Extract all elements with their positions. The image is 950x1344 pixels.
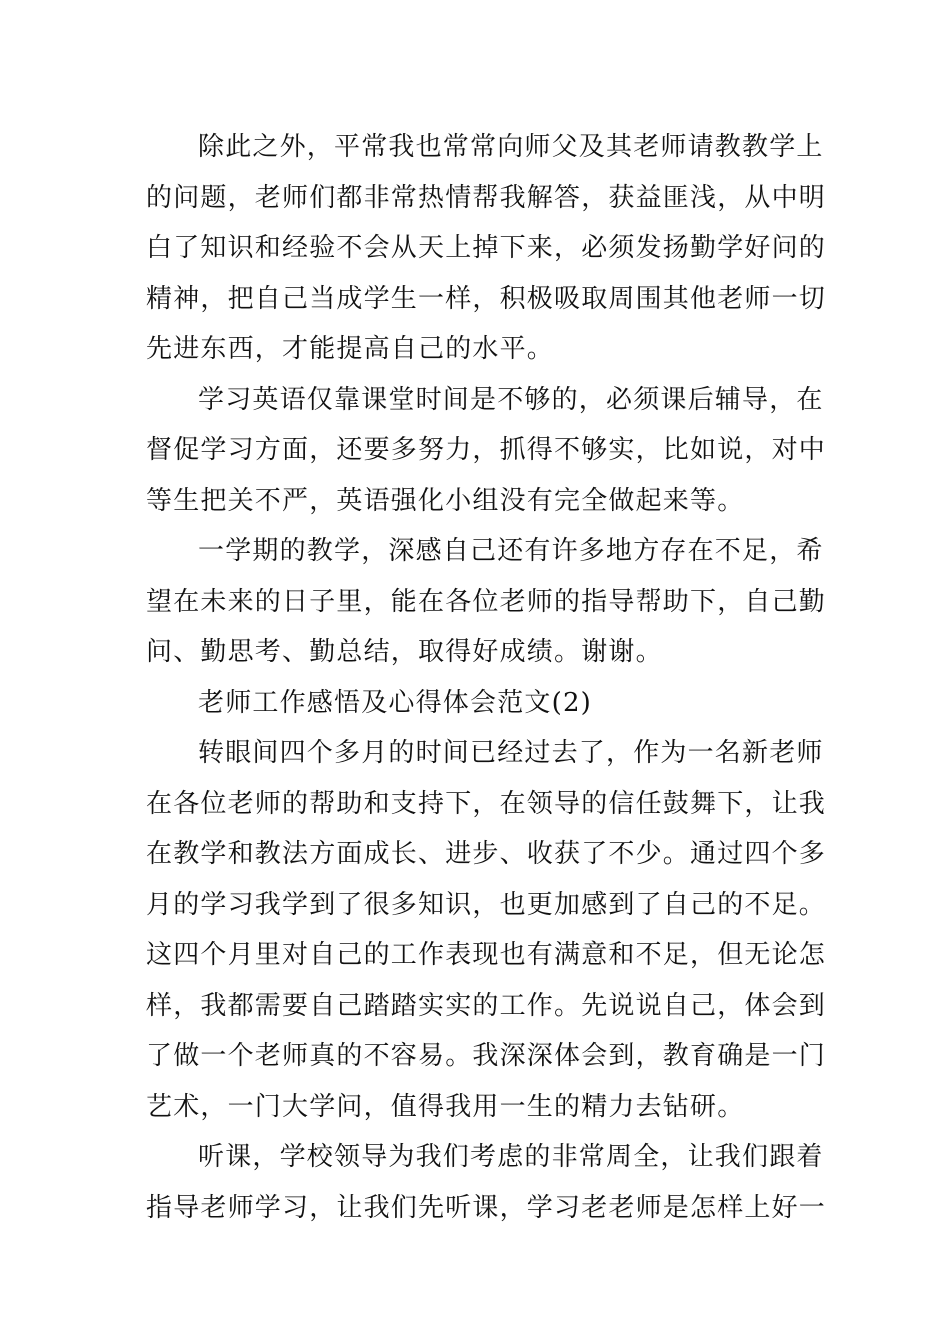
paragraph-1 [146, 122, 827, 375]
text-line: 精神，把自己当成学生一样，积极吸取周围其他老师一切 [146, 283, 827, 314]
text-line: 听课，学校领导为我们考虑的非常周全，让我们跟着 [198, 1142, 824, 1172]
text-line: 了做一个老师真的不容易。我深深体会到，教育确是一门 [146, 1041, 827, 1071]
text-line: 在教学和教法方面成长、进步、收获了不少。通过四个多 [146, 839, 827, 869]
text-line: 转眼间四个多月的时间已经过去了，作为一名新老师 [198, 738, 824, 768]
text-line: 艺术，一门大学问，值得我用一生的精力去钻研。 [146, 1091, 745, 1122]
text-line: 望在未来的日子里，能在各位老师的指导帮助下，自己勤 [146, 586, 827, 617]
text-line: 一学期的教学，深感自己还有许多地方存在不足，希 [198, 536, 824, 566]
text-line: 这四个月里对自己的工作表现也有满意和不足，但无论怎 [146, 940, 827, 970]
paragraph-4 [146, 728, 827, 1132]
text-line: 指导老师学习，让我们先听课，学习老老师是怎样上好一 [146, 1192, 827, 1223]
text-line: 月的学习我学到了很多知识，也更加感到了自己的不足。 [146, 889, 827, 920]
text-line: 在各位老师的帮助和支持下，在领导的信任鼓舞下，让我 [146, 788, 827, 819]
text-line: 问、勤思考、勤总结，取得好成绩。谢谢。 [146, 637, 663, 667]
text-line: 学习英语仅靠课堂时间是不够的，必须课后辅导，在 [198, 384, 824, 415]
section-heading [146, 678, 811, 729]
paragraph-2 [146, 375, 827, 527]
document-body [146, 122, 827, 1233]
text-line: 的问题，老师们都非常热情帮我解答，获益匪浅，从中明 [146, 182, 827, 213]
text-line: 等生把关不严，英语强化小组没有完全做起来等。 [146, 485, 745, 516]
text-line: 样，我都需要自己踏踏实实的工作。先说说自己，体会到 [146, 990, 827, 1021]
text-line: 除此之外，平常我也常常向师父及其老师请教教学上 [198, 132, 824, 162]
text-line: 白了知识和经验不会从天上掉下来，必须发扬勤学好问的 [146, 233, 827, 263]
paragraph-5 [146, 1132, 827, 1233]
section-title: 老师工作感悟及心得体会范文(2) [198, 687, 593, 718]
paragraph-3 [146, 526, 827, 678]
text-line: 先进东西，才能提高自己的水平。 [146, 334, 555, 364]
text-line: 督促学习方面，还要多努力，抓得不够实，比如说，对中 [146, 435, 827, 465]
